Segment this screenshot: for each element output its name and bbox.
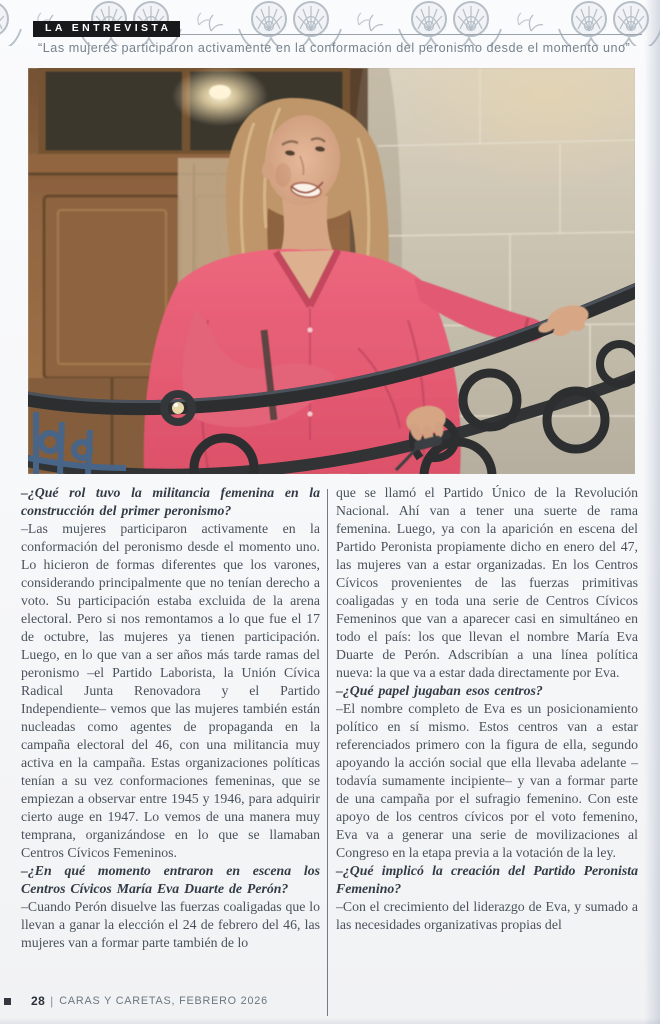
scan-edge-shadow: [644, 0, 660, 1024]
page-footer: [4, 994, 268, 1008]
interview-question: –¿En qué momento entraron en escena los Centros Cívicos María Eva Duarte de Perón?: [21, 863, 320, 896]
interview-question: –¿Qué rol tuvo la militancia femenina en la construcción del primer peronismo?: [21, 485, 320, 518]
footer-bullet-icon: [4, 998, 11, 1005]
interview-answer: –Con el crecimiento del liderazgo de Eva, y sumado a las necesidades organizativas propias del: [336, 899, 638, 932]
scan-bottom-shadow: [0, 1018, 660, 1024]
section-kicker: [33, 21, 180, 37]
section-kicker-label: LA ENTREVISTA: [45, 22, 172, 34]
article-column-left: [21, 484, 320, 952]
interview-photo: [28, 68, 635, 474]
footer-separator: |: [50, 994, 54, 1008]
interview-answer: –Cuando Perón disuelve las fuerzas coaligadas que lo llevan a ganar la elección el 24 de febrero del 46, las mujeres van a formar parte también de lo: [21, 899, 320, 950]
headline-quote: “Las mujeres participaron activamente en la conformación del peronismo desde el momento uno”: [38, 41, 631, 55]
page-number: 28: [31, 994, 46, 1008]
interview-answer: –Las mujeres participaron activamente en la conformación del peronismo desde el momento uno. Lo hicieron de formas diferentes que los varones, considerando principalmente que no tenían derecho a voto. Su participación estaba excluida de la arena electoral. Pero si nos remontamos a lo que fue el 17 de octubre, las mujeres ya tienen participación. Luego, en lo que van a ser años más tarde ramas del peronismo –el Partido Laborista, la Unión Cívica Radical Junta Renovadora y el Partido Independiente– vemos que las mujeres también están nucleadas como agentes de propaganda en la campaña electoral del 46, con una militancia muy activa en la campaña. Estas organizaciones políticas tenían a su vez conformaciones femeninas, que se empiezan a observar entre 1945 y 1946, para adquirir cierto auge en 1947. Lo vemos de una manera muy temprana, organizándose en lo que se llamaban Centros Cívicos Femeninos.: [21, 521, 320, 860]
article-column-right: [336, 484, 638, 934]
interview-question: –¿Qué papel jugaban esos centros?: [336, 683, 543, 698]
column-divider: [327, 489, 328, 1016]
interview-question: –¿Qué implicó la creación del Partido Peronista Femenino?: [336, 863, 638, 896]
interview-answer: que se llamó el Partido Único de la Revolución Nacional. Ahí van a tener una suerte de rama femenina. Luego, ya con la aparición en escena del Partido Peronista propiamente dicho en enero del 47, las mujeres van a estar organizadas. En los Centros Cívicos provenientes de las fuerzas primitivas coaligadas y en toda una serie de Centros Cívicos Femeninos que van a aparecer casi en simultáneo en todo el país: los que llevan el nombre María Eva Duarte de Perón. Adscribían a una línea política nueva: la que va a estar dada directamente por Eva.: [336, 485, 638, 680]
publication-name: CARAS Y CARETAS, FEBRERO 2026: [59, 995, 268, 1007]
interview-answer: –El nombre completo de Eva es un posicionamiento político en sí mismo. Estos centros van a estar referenciados primero con la figura de ella, segundo apoyando la acción social que ella llevaba adelante –todavía sumamente incipiente– y van a formar parte de una campaña por el sufragio femenino. Con este apoyo de los centros cívicos por el voto femenino, Eva va a generar una serie de movilizaciones al Congreso en la etapa previa a la votación de la ley.: [336, 701, 638, 860]
